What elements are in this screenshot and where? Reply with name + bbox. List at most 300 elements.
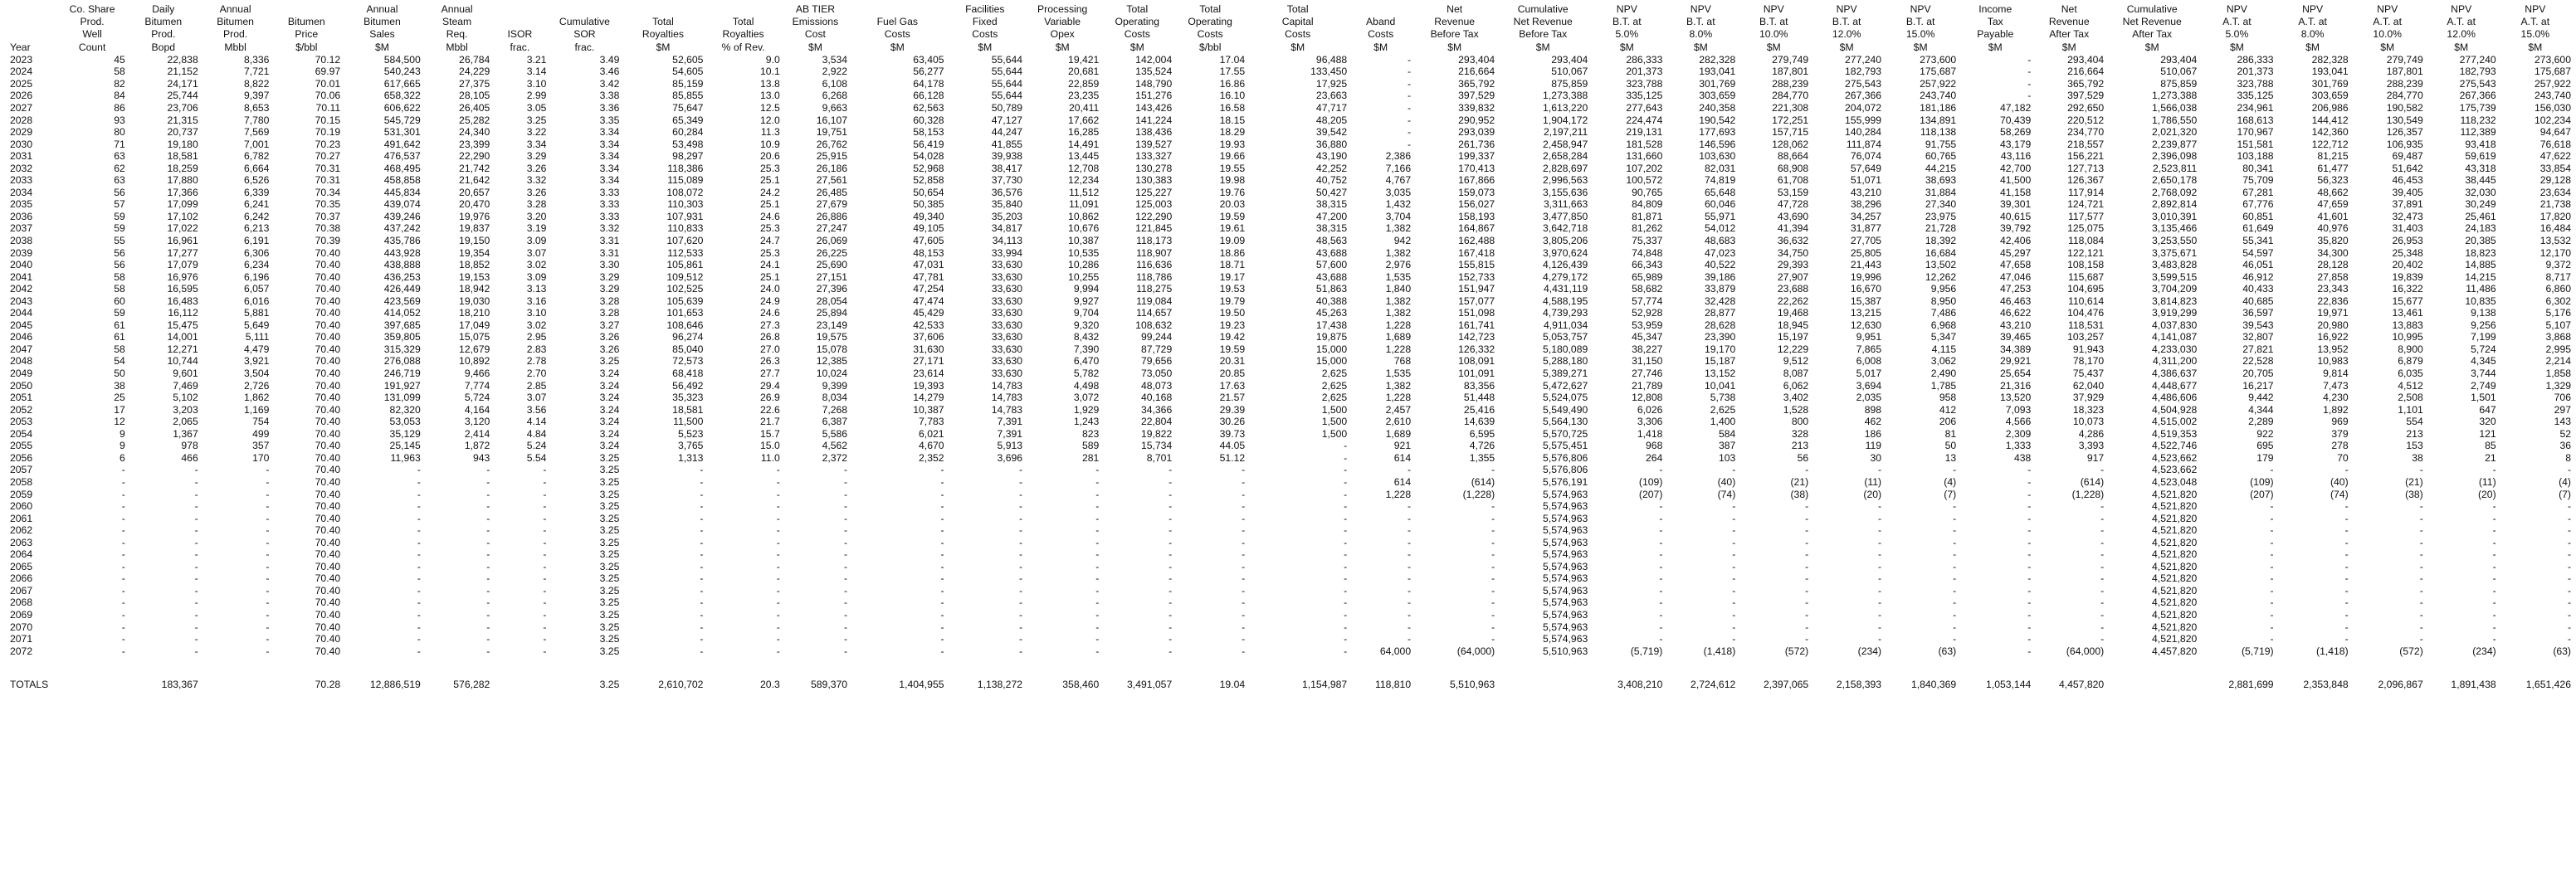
- table-cell: -: [266, 524, 270, 537]
- table-cell: -: [121, 548, 125, 561]
- table-row: [8, 464, 2573, 476]
- table-cell: 118,173: [1136, 235, 1173, 247]
- column-header-label: Net Revenue: [1513, 16, 1573, 28]
- column-header-label: Co. Share: [69, 3, 115, 15]
- table-cell: 54,028: [913, 150, 944, 163]
- table-cell: 47,127: [991, 114, 1023, 126]
- table-cell: 17,438: [1315, 319, 1348, 331]
- table-cell: -: [844, 524, 848, 537]
- table-cell: 110,303: [667, 198, 704, 211]
- table-cell: 94,647: [2539, 126, 2571, 139]
- table-cell: -: [1095, 572, 1100, 585]
- table-cell: 67,281: [2242, 186, 2274, 198]
- table-cell: -: [543, 584, 547, 597]
- column-header-label: Emissions: [792, 16, 839, 28]
- table-cell: 33,630: [991, 368, 1023, 380]
- column-header-label: $M: [1535, 41, 1550, 53]
- table-cell: 12: [114, 416, 125, 428]
- table-cell: 3.25: [599, 500, 620, 513]
- totals-label: TOTALS: [10, 679, 49, 691]
- table-cell: 28,877: [1705, 307, 1736, 319]
- table-cell: 36,880: [1315, 138, 1348, 150]
- column-header-label: Aband: [1366, 16, 1396, 28]
- table-cell: 49,105: [913, 222, 944, 235]
- table-cell: -: [1878, 548, 1882, 561]
- column-header-label: [491, 16, 548, 28]
- table-cell: -: [2567, 584, 2571, 597]
- table-cell: -: [543, 475, 547, 488]
- table-cell: -: [844, 560, 848, 572]
- year-cell: 2055: [10, 440, 33, 452]
- table-cell: -: [776, 500, 780, 513]
- table-cell: 126,332: [1458, 343, 1495, 355]
- table-cell: 1,333: [2005, 440, 2032, 452]
- table-cell: 58: [114, 66, 125, 78]
- table-cell: 56,419: [913, 138, 944, 150]
- header-row: [8, 28, 2573, 41]
- table-cell: 80,341: [2242, 162, 2274, 174]
- year-cell: 2025: [10, 77, 33, 90]
- column-header-label: $M: [1988, 41, 2003, 53]
- table-cell: 1,929: [1073, 403, 1100, 416]
- table-cell: 978: [181, 440, 198, 452]
- table-cell: 52,858: [913, 174, 944, 187]
- table-cell: -: [1408, 114, 1412, 126]
- table-cell: -: [776, 645, 780, 657]
- table-cell: 70.40: [315, 488, 341, 500]
- cash-flow-table: [8, 3, 2573, 691]
- table-cell: -: [1953, 524, 1957, 537]
- table-cell: -: [2492, 464, 2496, 476]
- table-cell: 75,647: [672, 102, 704, 114]
- table-cell: 19,822: [1140, 427, 1173, 440]
- table-cell: 243,740: [1920, 90, 1957, 102]
- table-cell: 16,484: [2539, 222, 2571, 235]
- table-cell: 3.25: [599, 548, 620, 561]
- table-cell: 181,528: [1626, 138, 1663, 150]
- table-cell: 5,724: [2471, 343, 2496, 355]
- table-cell: 16.86: [1219, 77, 1246, 90]
- table-cell: 18.29: [1219, 126, 1246, 139]
- table-cell: 70.40: [315, 295, 341, 307]
- table-cell: 9,927: [1073, 295, 1100, 307]
- table-cell: -: [1344, 524, 1348, 537]
- table-cell: 3,402: [1783, 392, 1809, 404]
- table-cell: 32,030: [2465, 186, 2496, 198]
- table-cell: 8,034: [822, 392, 848, 404]
- table-cell: 82: [114, 77, 125, 90]
- table-cell: 9,814: [2323, 368, 2349, 380]
- table-cell: 19,354: [459, 246, 490, 259]
- table-cell: -: [1344, 572, 1348, 585]
- table-cell: 16,670: [1850, 283, 1882, 295]
- table-cell: 23,235: [1068, 90, 1100, 102]
- table-cell: 3.36: [599, 102, 620, 114]
- table-cell: 101,091: [1458, 368, 1495, 380]
- table-cell: 70: [2337, 451, 2349, 464]
- table-cell: -: [2100, 608, 2105, 621]
- table-cell: 1,418: [1637, 427, 1663, 440]
- table-cell: 41,394: [1777, 222, 1809, 235]
- table-cell: 3.26: [526, 162, 547, 174]
- table-cell: 3,868: [2545, 331, 2571, 343]
- table-cell: -: [266, 512, 270, 524]
- table-cell: -: [844, 475, 848, 488]
- totals-cell: 1,154,987: [1301, 679, 1348, 691]
- table-cell: 193,041: [2311, 66, 2349, 78]
- table-cell: (7): [1944, 488, 1957, 500]
- table-cell: 1,500: [1321, 427, 1348, 440]
- table-cell: 49,340: [913, 210, 944, 222]
- table-cell: -: [2027, 548, 2032, 561]
- table-cell: -: [1095, 621, 1100, 633]
- table-cell: -: [1408, 608, 1412, 621]
- table-cell: 48,683: [1705, 235, 1736, 247]
- table-cell: 18,945: [1777, 319, 1809, 331]
- table-cell: -: [194, 488, 198, 500]
- table-cell: 27,151: [816, 270, 848, 283]
- table-cell: 54: [114, 355, 125, 368]
- table-cell: 21,152: [167, 66, 198, 78]
- table-cell: -: [2027, 90, 2032, 102]
- table-cell: 1,689: [1385, 331, 1412, 343]
- table-cell: -: [1018, 536, 1023, 548]
- table-cell: 47,781: [913, 270, 944, 283]
- table-row: [8, 355, 2573, 368]
- table-cell: 466: [181, 451, 198, 464]
- table-cell: 3.33: [599, 198, 620, 211]
- table-cell: 33,630: [991, 343, 1023, 355]
- table-cell: 7,199: [2471, 331, 2496, 343]
- table-cell: -: [776, 621, 780, 633]
- table-cell: 18,581: [672, 403, 704, 416]
- table-cell: -: [776, 608, 780, 621]
- table-cell: 2,386: [1385, 150, 1412, 163]
- table-cell: 20,385: [2465, 235, 2496, 247]
- table-cell: -: [1408, 524, 1412, 537]
- year-cell: 2042: [10, 283, 33, 295]
- table-cell: -: [1344, 512, 1348, 524]
- table-cell: 26.8: [760, 331, 780, 343]
- table-cell: -: [700, 608, 704, 621]
- table-cell: 768: [1393, 355, 1412, 368]
- table-cell: 25: [114, 392, 125, 404]
- totals-cell: 2,158,393: [1836, 679, 1882, 691]
- table-cell: 25,915: [816, 150, 848, 163]
- table-cell: 112,533: [667, 246, 704, 259]
- table-cell: 7,783: [919, 416, 944, 428]
- table-cell: 4,523,662: [2152, 451, 2198, 464]
- table-cell: -: [2100, 524, 2105, 537]
- table-cell: 17.55: [1219, 66, 1246, 78]
- table-cell: 267,366: [1845, 90, 1882, 102]
- table-cell: 2,922: [822, 66, 848, 78]
- table-row: [8, 307, 2573, 319]
- column-header-label: $M: [2528, 41, 2543, 53]
- table-cell: -: [2344, 584, 2349, 597]
- table-cell: 297: [2554, 403, 2571, 416]
- table-cell: -: [776, 488, 780, 500]
- table-cell: 22.6: [760, 403, 780, 416]
- table-cell: 24.6: [760, 210, 780, 222]
- table-cell: 4,431,119: [1543, 283, 1588, 295]
- table-cell: 37,730: [991, 174, 1023, 187]
- table-cell: -: [940, 633, 944, 645]
- table-cell: 51,448: [1463, 392, 1495, 404]
- table-cell: 118,275: [1136, 283, 1173, 295]
- totals-cell: [57, 678, 127, 691]
- table-cell: -: [1344, 500, 1348, 513]
- table-cell: -: [2100, 597, 2105, 609]
- table-cell: 6,268: [822, 90, 848, 102]
- table-cell: 3,375,671: [2152, 246, 2198, 259]
- table-cell: 43,210: [2000, 319, 2032, 331]
- table-cell: 14,639: [1463, 416, 1495, 428]
- table-cell: 33,630: [991, 307, 1023, 319]
- table-cell: 3.20: [526, 210, 547, 222]
- table-cell: 3.38: [599, 90, 620, 102]
- table-cell: 213: [2406, 427, 2423, 440]
- table-cell: -: [1953, 512, 1957, 524]
- table-cell: 56,323: [2317, 174, 2349, 187]
- table-cell: 131,099: [383, 392, 421, 404]
- table-row: [8, 211, 2573, 223]
- table-cell: -: [1095, 633, 1100, 645]
- table-cell: -: [1242, 621, 1246, 633]
- table-cell: 181,186: [1920, 102, 1957, 114]
- year-cell: 2028: [10, 114, 33, 126]
- table-cell: -: [1805, 572, 1809, 585]
- table-cell: 2,650,178: [2152, 174, 2198, 187]
- table-cell: 143: [2554, 416, 2571, 428]
- table-cell: -: [2027, 512, 2032, 524]
- year-cell: 2054: [10, 427, 33, 440]
- table-cell: 6,526: [243, 174, 270, 187]
- table-cell: 9,663: [822, 102, 848, 114]
- table-cell: -: [940, 560, 944, 572]
- table-cell: 117,577: [2068, 210, 2105, 222]
- table-cell: -: [1805, 548, 1809, 561]
- table-cell: 10.1: [760, 66, 780, 78]
- table-cell: 3,483,828: [2152, 259, 2198, 271]
- table-cell: -: [121, 536, 125, 548]
- table-cell: -: [1878, 572, 1882, 585]
- table-cell: 14,885: [2465, 259, 2496, 271]
- table-cell: -: [1953, 597, 1957, 609]
- table-cell: 18,323: [2072, 403, 2105, 416]
- table-cell: 17,366: [167, 186, 198, 198]
- table-cell: 898: [1864, 403, 1882, 416]
- table-cell: 37,891: [2392, 198, 2423, 211]
- table-cell: 19.76: [1219, 186, 1246, 198]
- table-cell: 426,449: [383, 283, 421, 295]
- column-header-label: 12.0%: [1832, 28, 1861, 41]
- table-cell: 58,269: [2000, 126, 2032, 139]
- table-cell: 2,197,211: [1543, 126, 1588, 139]
- table-cell: (4): [2559, 475, 2571, 488]
- table-cell: 3.34: [599, 150, 620, 163]
- totals-cell: 5,510,963: [1449, 679, 1495, 691]
- table-cell: -: [1168, 608, 1173, 621]
- column-header-label: Daily: [152, 3, 175, 15]
- table-cell: 3.25: [599, 621, 620, 633]
- column-header-label: Variable: [1044, 16, 1081, 28]
- table-cell: 5,574,963: [1543, 584, 1588, 597]
- table-cell: (64,000): [2066, 645, 2105, 657]
- table-cell: -: [940, 645, 944, 657]
- table-cell: 103,188: [2237, 150, 2274, 163]
- table-cell: (109): [2250, 475, 2274, 488]
- table-cell: 423,569: [383, 295, 421, 307]
- table-cell: 70.40: [315, 451, 341, 464]
- table-cell: 70.35: [315, 198, 341, 211]
- table-cell: 33,630: [991, 270, 1023, 283]
- table-cell: 320: [2479, 416, 2496, 428]
- table-cell: 5,111: [245, 331, 270, 343]
- table-cell: -: [1491, 560, 1495, 572]
- table-cell: 148,790: [1135, 77, 1173, 90]
- table-cell: -: [2270, 560, 2274, 572]
- table-cell: 3.27: [599, 319, 620, 331]
- table-row: [8, 561, 2573, 573]
- totals-cell: [2105, 678, 2198, 691]
- table-cell: 589: [1081, 440, 1100, 452]
- table-cell: -: [1408, 77, 1412, 90]
- table-cell: -: [1732, 621, 1736, 633]
- table-cell: (74): [1717, 488, 1736, 500]
- table-cell: -: [2270, 524, 2274, 537]
- table-cell: 25.3: [760, 222, 780, 235]
- table-cell: 70.40: [315, 403, 341, 416]
- table-cell: -: [2419, 464, 2423, 476]
- table-cell: -: [194, 464, 198, 476]
- table-cell: 182,793: [1845, 66, 1882, 78]
- table-cell: 3.02: [526, 319, 547, 331]
- table-cell: 133,327: [1135, 150, 1173, 163]
- table-cell: -: [1732, 512, 1736, 524]
- table-cell: -: [2492, 572, 2496, 585]
- table-cell: 20,681: [1068, 66, 1100, 78]
- table-cell: 5,053,757: [1543, 331, 1588, 343]
- table-cell: -: [776, 560, 780, 572]
- table-cell: 70.40: [315, 319, 341, 331]
- year-cell: 2056: [10, 451, 33, 464]
- table-cell: -: [2270, 512, 2274, 524]
- table-cell: 70.40: [315, 524, 341, 537]
- totals-cell: 19.04: [1219, 679, 1246, 691]
- table-cell: 6,234: [243, 259, 270, 271]
- table-cell: 3,805,206: [1543, 235, 1588, 247]
- table-cell: (11): [1864, 475, 1882, 488]
- table-cell: 66,128: [913, 90, 944, 102]
- table-cell: -: [2100, 500, 2105, 513]
- table-cell: -: [2027, 572, 2032, 585]
- column-header-label: Royalties: [722, 28, 764, 41]
- table-cell: 284,770: [2386, 90, 2423, 102]
- column-header-label: Mbbl: [224, 41, 246, 53]
- table-cell: 10,387: [913, 403, 944, 416]
- table-cell: 51.12: [1219, 451, 1246, 464]
- table-cell: -: [1168, 621, 1173, 633]
- table-cell: 476,537: [383, 150, 421, 163]
- table-cell: 1,858: [2545, 368, 2571, 380]
- table-cell: 4,286: [2078, 427, 2105, 440]
- table-cell: -: [2419, 572, 2423, 585]
- table-cell: -: [266, 560, 270, 572]
- table-cell: 62,563: [913, 102, 944, 114]
- table-cell: 13.0: [760, 90, 780, 102]
- table-cell: -: [1878, 608, 1882, 621]
- table-cell: 57,774: [1632, 295, 1663, 307]
- totals-cell: [1496, 678, 1589, 691]
- table-cell: 5,574,963: [1543, 633, 1588, 645]
- table-cell: 70.40: [315, 307, 341, 319]
- table-cell: -: [486, 500, 490, 513]
- totals-cell: 3.25: [599, 679, 620, 691]
- table-cell: 2,458,947: [1543, 138, 1588, 150]
- table-cell: -: [1805, 536, 1809, 548]
- year-cell: 2066: [10, 572, 33, 585]
- table-cell: 47,253: [2000, 283, 2032, 295]
- table-cell: 2,768,092: [2152, 186, 2198, 198]
- table-cell: 24.7: [760, 235, 780, 247]
- table-cell: 60,851: [2242, 210, 2274, 222]
- table-cell: 5,574,963: [1543, 572, 1588, 585]
- table-cell: 117,914: [2068, 186, 2105, 198]
- column-header-label: [491, 3, 548, 16]
- table-cell: 9,256: [2471, 319, 2496, 331]
- table-cell: -: [1953, 584, 1957, 597]
- table-cell: 1,313: [677, 451, 704, 464]
- table-cell: 115,089: [667, 174, 704, 187]
- table-cell: 24.0: [760, 283, 780, 295]
- table-cell: 3.26: [599, 343, 620, 355]
- table-cell: 3.24: [599, 392, 620, 404]
- table-cell: 27,746: [1632, 368, 1663, 380]
- table-cell: 365,792: [1458, 77, 1495, 90]
- table-cell: -: [543, 597, 547, 609]
- table-cell: -: [1659, 560, 1663, 572]
- year-cell: 2048: [10, 355, 33, 368]
- table-cell: 119: [1865, 440, 1882, 452]
- table-cell: 38,445: [2465, 174, 2496, 187]
- totals-cell: 576,282: [453, 679, 490, 691]
- totals-cell: 2,096,867: [2378, 679, 2423, 691]
- table-cell: -: [700, 536, 704, 548]
- table-cell: 387: [1718, 440, 1736, 452]
- table-cell: 40,615: [2000, 210, 2032, 222]
- table-row: [8, 597, 2573, 609]
- table-cell: 26,762: [816, 138, 848, 150]
- table-cell: 35,323: [672, 392, 704, 404]
- table-cell: 45: [114, 53, 125, 66]
- table-cell: -: [266, 608, 270, 621]
- table-cell: 12,808: [1632, 392, 1663, 404]
- table-cell: 27,340: [1925, 198, 1957, 211]
- table-cell: 31,630: [913, 343, 944, 355]
- column-header-label: NPV: [1616, 3, 1637, 15]
- table-cell: 5,649: [243, 319, 270, 331]
- table-cell: -: [1659, 597, 1663, 609]
- table-cell: -: [2419, 621, 2423, 633]
- table-cell: 25,282: [459, 114, 490, 126]
- table-cell: 39,938: [991, 150, 1023, 163]
- table-cell: -: [700, 572, 704, 585]
- column-header-label: Costs: [1124, 28, 1150, 41]
- table-cell: 22,804: [1140, 416, 1173, 428]
- table-cell: 282,328: [2311, 53, 2349, 66]
- column-header-label: $/bbl: [1198, 41, 1222, 53]
